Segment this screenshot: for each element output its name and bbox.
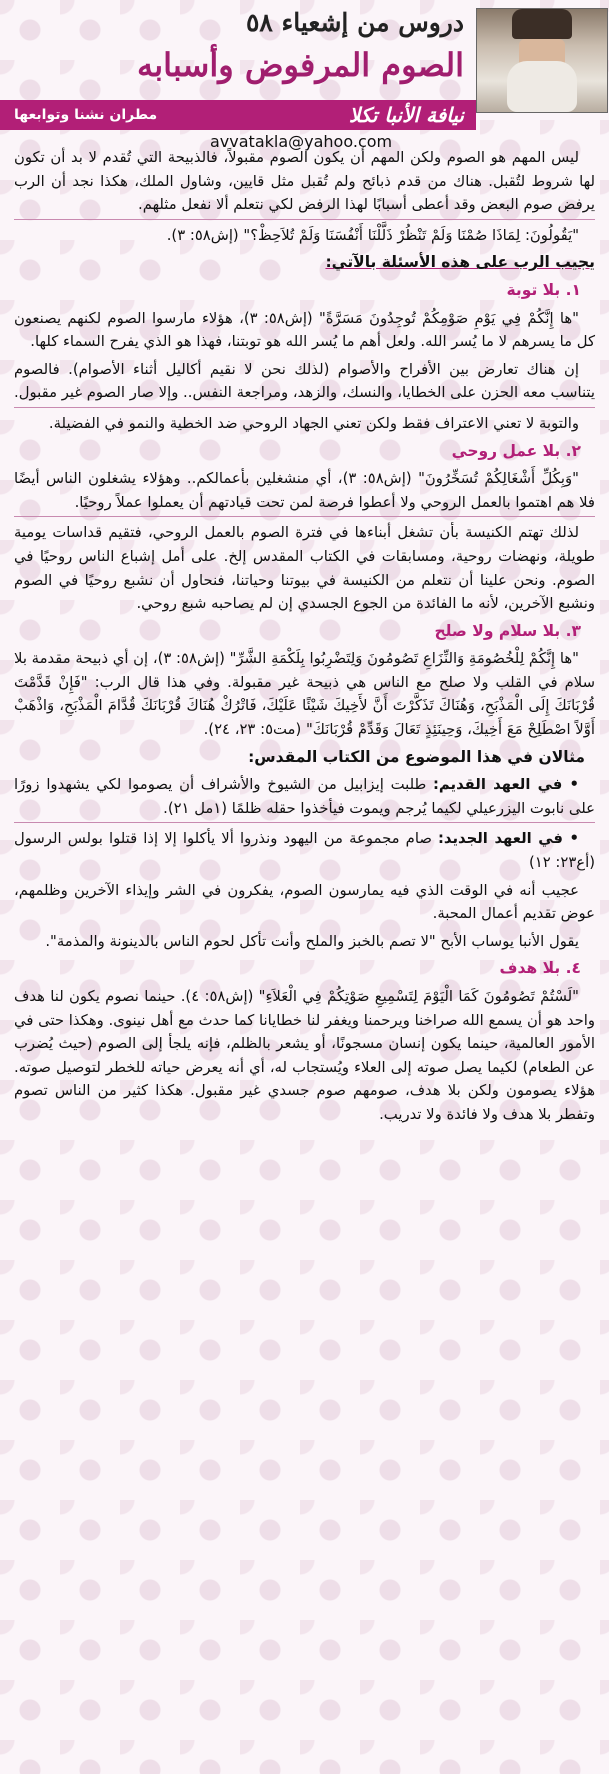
author-photo-beard [507, 61, 577, 112]
example-old-testament-text: طلبت إيزابيل من الشيوخ والأشراف أن يصوموا لكي يشهدوا زورًا على نابوت اليزرعيلي لكيما يُرجم ويموت فيأخذوا حقله ظلمًا (١مل ٢١). [14, 776, 595, 817]
author-email[interactable]: avvatakla@yahoo.com [210, 132, 393, 151]
example-new-testament [14, 827, 595, 874]
article-title: الصوم المرفوض وأسبابه [137, 46, 464, 84]
section-3-title: ٣. بلا سلام ولا صلح [434, 621, 581, 640]
example-old-testament-label: • في العهد القديم: [433, 776, 579, 794]
article-body [0, 142, 609, 1127]
example-new-testament-text: صام مجموعة من اليهود ونذروا ألا يأكلوا إلا إذا قتلوا بولس الرسول (أع٢٣: ١٢) [14, 830, 595, 872]
main-heading: يجيب الرب على هذه الأسئلة بالآتي: [325, 253, 595, 272]
opening-quote: "يَقُولُونَ: لِمَاذَا صُمْنَا وَلَمْ تَنْظُرْ ذَلَّلْنَا أَنْفُسَنَا وَلَمْ تُلاَحِظْ؟" (إش٥٨: ٣). [166, 226, 579, 244]
section-4-paragraph-1: "لَسْتُمْ تَصُومُونَ كَمَا الْيَوْمَ لِتَسْمِيعِ صَوْتِكُمْ فِي الْعَلاَءِ" (إش٥٨: ٤). حينما نصوم يكون لنا هدف واحد هو أن يسمع الله صراخنا ويرحمنا ويغفر لنا خطايانا كما حدث مع أهل نينوى. وهكذا حتى في الأمور العالمية، حينما يكون إنسان مسجونًا، أو يشعر بالظلم، فإنه يلجأ إلى الصوم (حيث يُضرب عن الطعام) لكيما يصل صوته إلى العلاء ويُستجاب له، أي أنه يعرض حياته للخطر لتوصيل صوته. هؤلاء يصومون ولكن بلا هدف، صومهم صوم جسدي غير مقبول. هكذا كثير من الناس تصوم وتفطر بلا هدف ولا فائدة ولا تدريب. [14, 988, 595, 1123]
series-title: دروس من إشعياء ٥٨ [245, 8, 464, 37]
section-1-paragraph-1: "ها إِنَّكُمْ فِي يَوْمِ صَوْمِكُمْ تُوجِدُونَ مَسَرَّةً" (إش٥٨: ٣)، هؤلاء مارسوا الصوم لكنهم يصنعون كل ما يسرهم لا ما يُسر الله. ولعل أهم ما يُسر الله هو توبتنا، فهذا هو الذي يفرح السماء كلها. [14, 309, 595, 351]
example-new-testament-label: • في العهد الجديد: [438, 830, 579, 848]
section-2-title: ٢. بلا عمل روحي [451, 441, 581, 460]
section-1-paragraph-2: إن هناك تعارض بين الأفراح والأصوام (لذلك نحن لا نقيم أكاليل أثناء الأصوام). فالصوم يتناسب معه الحزن على الخطايا، والنسك، والزهد، ومراجعة النفس.. وإلا صار الصوم غير مقبول. [14, 358, 595, 408]
section-2-paragraph-1: "وَبِكُلِّ أَشْغَالِكُمْ تُسَخِّرُونَ" (إش٥٨: ٣)، أي منشغلين بأعمالكم.. وهؤلاء يشغلون الناس أيضًا فلا هم اهتموا بالعمل الروحي ولا أعطوا فرصة لمن تحت قيادتهم أن يعملوا عملاً روحيًا. [14, 467, 595, 517]
section-1-paragraph-3: والتوبة لا تعني الاعتراف فقط ولكن تعني الجهاد الروحي ضد الخطية والنمو في الفضيلة. [48, 414, 579, 432]
section-2-paragraph-2: لذلك تهتم الكنيسة بأن تشغل أبناءها في فترة الصوم بالعمل الروحي، فتقيم قداسات يومية طويلة، ونهضات روحية، ومسابقات في الكتاب المقدس إلخ. على أمل إشباع الناس روحيًا في الصوم. ونحن علينا أن نتعلم من الكنيسة في بيوتنا وحياتنا، فنحاول أن نشبع روحيًا في الصوم ونشبع الآخرين، لأنه ما الفائدة من الجوع الجسدي إن لم يصاحبه شبع روحي. [14, 524, 595, 613]
section-1-title: ١. بلا توبة [506, 280, 581, 299]
author-name: نيافة الأنبا تكلا [348, 103, 464, 127]
section-3-paragraph-3: يقول الأنبا يوساب الأبح "لا تصم بالخبز والملح وأنت تأكل لحوم الناس بالدينونة والمذمة". [45, 932, 579, 950]
author-photo [476, 8, 608, 113]
section-3-paragraph-2: عجيب أنه في الوقت الذي فيه يمارسون الصوم، يفكرون في الشر وإيذاء الآخرين وظلمهم، عوض تقديم أعمال المحبة. [14, 881, 595, 923]
section-4-title: ٤. بلا هدف [499, 959, 581, 978]
section-3-paragraph-1: "ها إِنَّكُمْ لِلْخُصُومَةِ وَالنِّزَاعِ تَصُومُونَ وَلِتَضْرِبُوا بِلَكْمَةِ الشَّرِّ" (إش٥٨: ٣)، إن أي ذبيحة مقدمة بلا سلام في القلب ولا صلح مع الناس هي ذبيحة غير مقبولة. وفي هذا قال الرب: "فَإِنْ قَدَّمْتَ قُرْبَانَكَ إِلَى الْمَذْبَحِ، وَهُنَاكَ تَذَكَّرْتَ أَنَّ لأَخِيكَ شَيْئًا عَلَيْكَ، فَاتْرُكْ هُنَاكَ قُرْبَانَكَ قُدَّامَ الْمَذْبَحِ، وَاذْهَبْ أَوَّلاً اصْطَلِحْ مَعَ أَخِيكَ، وَحِينَئِذٍ تَعَالَ وَقَدِّمْ قُرْبَانَكَ" (مت٥: ٢٣، ٢٤). [13, 650, 595, 739]
author-banner [0, 100, 476, 130]
author-diocese: مطران نشنا وتوابعها [14, 107, 158, 123]
example-old-testament [14, 773, 595, 823]
examples-heading: مثالان في هذا الموضوع من الكتاب المقدس: [248, 747, 585, 766]
author-photo-hat [512, 9, 572, 39]
article-header [0, 0, 609, 151]
intro-paragraph: ليس المهم هو الصوم ولكن المهم أن يكون الصوم مقبولاً، فالذبيحة التي تُقدم لا بد أن تكون لها شروط لتُقبل. هناك من قدم ذبائح ولم تُقبل مثل قايين، وشاول الملك، هكذا نجد أن الرب يرفض صوم البعض وقد أعطى أسبابًا لهذا الرفض لكي نتعلم ألا نفعل مثلهم. [14, 146, 595, 220]
